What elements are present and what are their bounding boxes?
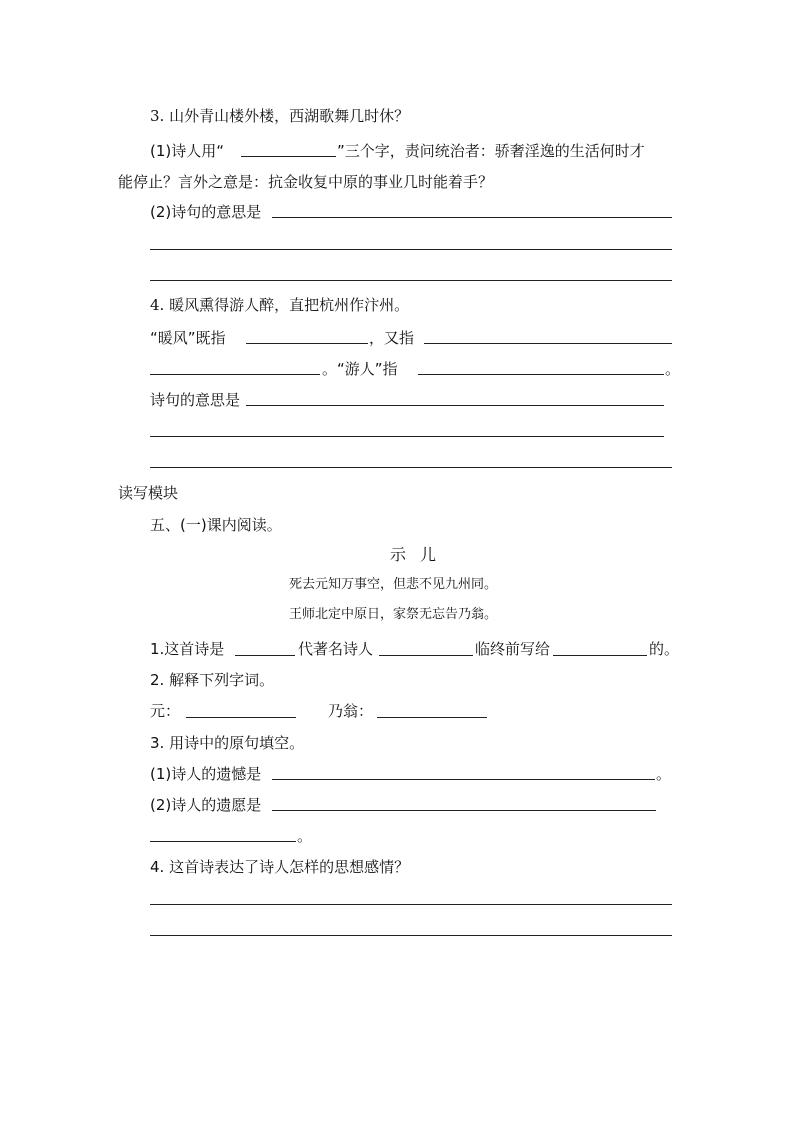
q3-p1-cont: 能停止？言外之意是：抗金收复中原的事业几时能着手？: [118, 173, 494, 191]
ex3-2-blank-1[interactable]: [272, 810, 656, 811]
ex3-1-label: (1)诗人的遗憾是: [150, 765, 262, 783]
q4-l3-label: 诗句的意思是: [150, 391, 241, 409]
ex2-heading: 2. 解释下列字词。: [150, 671, 275, 689]
poem-title: 示儿: [390, 545, 451, 564]
q3-p1-suffix: ”三个字，责问统治者：骄奢淫逸的生活何时才: [337, 142, 645, 160]
ex4-answer-line-1[interactable]: [150, 904, 672, 905]
ex1-prefix: 1.这首诗是: [150, 640, 225, 658]
q4-blank-traveler[interactable]: [418, 374, 664, 375]
q4-blank-warm-wind-2[interactable]: [424, 343, 672, 344]
q4-l2-mid: 。“游人”指: [322, 360, 398, 378]
ex2-blank-2[interactable]: [377, 717, 487, 718]
ex3-heading: 3. 用诗中的原句填空。: [150, 734, 305, 752]
q3-blank-1[interactable]: [241, 156, 336, 157]
ex1-blank-recipient[interactable]: [553, 655, 647, 656]
q4-heading: 4. 暖风熏得游人醉，直把杭州作汴州。: [150, 296, 410, 314]
q4-answer-line-2[interactable]: [150, 436, 664, 437]
q4-l1-prefix: “暖风”既指: [150, 329, 226, 347]
q3-p2-label: (2)诗句的意思是: [150, 203, 262, 221]
q4-answer-line-1[interactable]: [246, 405, 664, 406]
ex3-1-end: 。: [656, 765, 672, 783]
ex1-mid-2: 临终前写给: [475, 640, 551, 658]
ex1-blank-dynasty[interactable]: [235, 655, 295, 656]
q3-p1-prefix: (1)诗人用“: [150, 142, 225, 160]
q4-l2-end: 。: [665, 360, 681, 378]
q4-l1-mid: ，又指: [369, 329, 415, 347]
ex3-2-end: 。: [297, 827, 313, 845]
ex3-2-blank-2[interactable]: [150, 841, 296, 842]
q4-answer-line-3[interactable]: [150, 467, 672, 468]
q4-blank-warm-wind-1[interactable]: [246, 343, 368, 344]
q4-blank-warm-wind-3[interactable]: [150, 374, 320, 375]
q3-answer-line-2[interactable]: [150, 249, 672, 250]
section-label: 读写模块: [118, 484, 179, 502]
ex1-mid-1: 代著名诗人: [298, 640, 374, 658]
q3-answer-line-3[interactable]: [150, 280, 672, 281]
ex4-answer-line-2[interactable]: [150, 935, 672, 936]
ex1-end: 的。: [649, 640, 680, 658]
poem-line-2: 王师北定中原日，家祭无忘告乃翁。: [289, 607, 498, 622]
q3-heading: 3. 山外青山楼外楼，西湖歌舞几时休？: [150, 107, 410, 125]
q3-answer-line-1[interactable]: [272, 217, 672, 218]
ex2-word-2: 乃翁：: [328, 702, 374, 720]
ex2-blank-1[interactable]: [186, 717, 296, 718]
ex1-blank-poet[interactable]: [379, 655, 473, 656]
ex2-word-1: 元：: [150, 702, 181, 720]
section-part: 五、(一)课内阅读。: [150, 516, 282, 534]
ex3-1-blank[interactable]: [272, 779, 655, 780]
ex4-heading: 4. 这首诗表达了诗人怎样的思想感情？: [150, 858, 410, 876]
poem-line-1: 死去元知万事空，但悲不见九州同。: [289, 577, 498, 592]
ex3-2-label: (2)诗人的遗愿是: [150, 796, 262, 814]
